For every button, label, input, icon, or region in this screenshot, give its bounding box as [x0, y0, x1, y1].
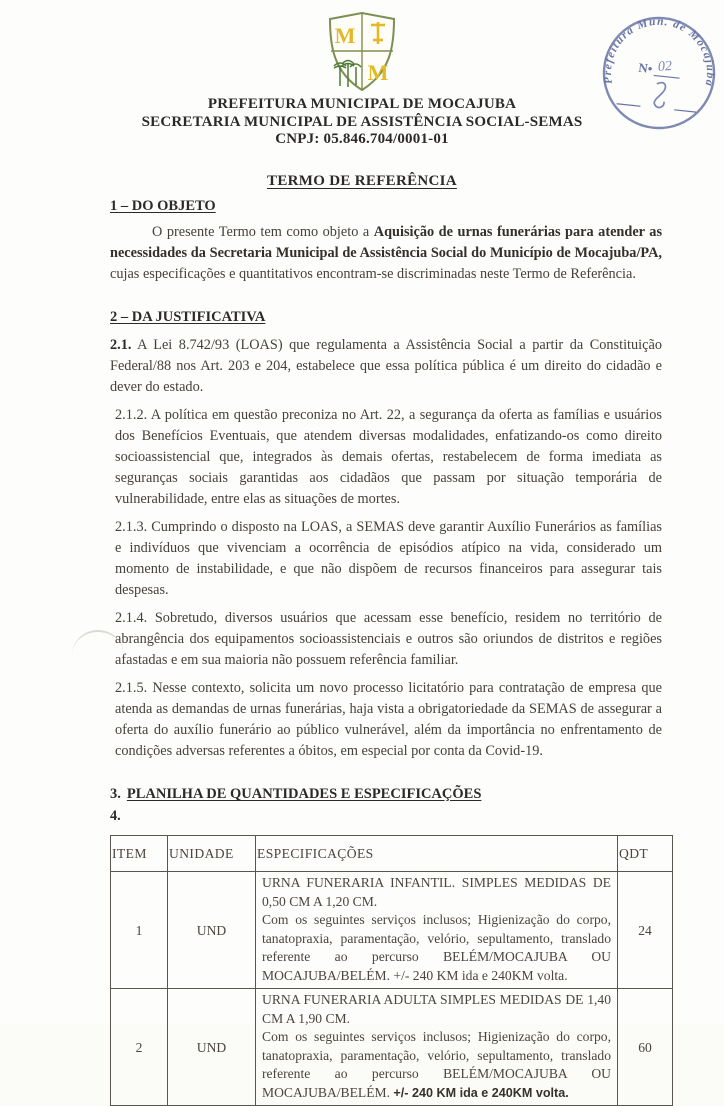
cell-item: 2	[111, 989, 168, 1106]
section-planilha	[110, 784, 662, 1106]
table-header-row	[111, 836, 673, 872]
spec-table	[110, 835, 673, 1106]
paragraph-number: 2.1.5.	[115, 680, 148, 696]
spec-title: URNA FUNERARIA INFANTIL. SIMPLES MEDIDAS DE 0,50 CM A 1,20 CM.	[262, 875, 611, 909]
crest-letter-m-top: M	[334, 23, 356, 48]
paragraph-2-1-2: 2.1.2. A política em questão preconiza no Art. 22, a segurança da oferta as famílias e usuários dos Benefícios Eventuais, que atendem diversas modalidades, enfatizando-os como direito socioassistencial que, integrados às demais ofertas, restabelecem de forma imediata as seguranças sociais garantidas aos cidadãos que passam por situação temporária de vulnerabilidade, entre elas as situações de mortes.	[115, 407, 662, 507]
col-header-especificacoes: ESPECIFICAÇÕES	[256, 836, 618, 872]
col-header-unidade: UNIDADE	[168, 836, 256, 872]
cell-item: 1	[111, 872, 168, 989]
cell-unit: UND	[168, 989, 256, 1106]
section-heading-objeto: 1 – DO OBJETO	[110, 198, 216, 214]
cell-spec	[256, 872, 618, 989]
section-heading-planilha	[110, 784, 662, 805]
objeto-paragraph	[110, 222, 662, 285]
section-objeto	[110, 196, 662, 285]
col-header-qdt: QDT	[618, 836, 673, 872]
document-header	[0, 96, 724, 190]
planilha-title: PLANILHA DE QUANTIDADES E ESPECIFICAÇÕES	[126, 786, 482, 802]
justificativa-paragraphs	[110, 335, 662, 762]
planilha-number: 3.	[110, 786, 121, 802]
objeto-text-tail: cujas especificações e quantitativos encontram-se discriminadas neste Termo de Referência.	[110, 266, 636, 282]
paragraph-number: 2.1.3.	[115, 519, 148, 535]
paragraph-number: 2.1.4.	[115, 610, 148, 626]
cell-unit: UND	[168, 872, 256, 989]
paragraph-number: 2.1.	[110, 337, 132, 353]
stamp-ring-text: Prefeitura Mun. de Mocajuba	[601, 15, 717, 89]
objeto-text-bold: Aquisição de urnas funerárias para atender as necessidades da Secretaria Municipal de Assistência Social do Município de Mocajuba/PA,	[110, 224, 663, 261]
spec-body: Com os seguintes serviços inclusos; Higienização do corpo, tanatopraxia, paramentação, velório, sepultamento, translado referente ao percurso BELÉM/MOCAJUBA OU MOCAJUBA/BELÉM. +/- 240 KM ida e 240KM volta.	[262, 912, 611, 983]
cell-qdt: 60	[618, 989, 673, 1106]
paragraph-2-1: 2.1. A Lei 8.742/93 (LOAS) que regulamenta a Assistência Social a partir da Constituição Federal/88 nos Art. 203 e 204, estabelece que essa política pública é um direito do cidadão e dever do estado.	[110, 337, 662, 395]
paragraph-number: 2.1.2.	[115, 407, 148, 423]
document-title: TERMO DE REFERÊNCIA	[267, 172, 457, 189]
col-header-item: ITEM	[111, 836, 168, 872]
table-row	[111, 872, 673, 989]
stamp-number-value: 02	[657, 58, 673, 75]
spec-title: URNA FUNERARIA ADULTA SIMPLES MEDIDAS DE 1,40 CM A 1,90 CM.	[262, 992, 611, 1026]
shield-icon	[323, 10, 401, 94]
cell-qdt: 24	[618, 872, 673, 989]
section-justificativa	[110, 307, 662, 762]
section-heading-justificativa: 2 – DA JUSTIFICATIVA	[110, 309, 266, 325]
document-body	[110, 196, 662, 1106]
objeto-text-normal: O presente Termo tem como objeto a	[152, 224, 374, 240]
org-name-line2: SECRETARIA MUNICIPAL DE ASSISTÊNCIA SOCIAL-SEMAS	[141, 113, 583, 130]
org-name-line1: PREFEITURA MUNICIPAL DE MOCAJUBA	[207, 96, 517, 112]
org-cnpj: CNPJ: 05.846.704/0001-01	[275, 131, 449, 147]
stamp-line-1	[654, 75, 680, 78]
spec-tail: +/- 240 KM ida e 240KM volta.	[393, 1085, 569, 1100]
spec-table-body	[111, 872, 673, 1106]
paragraph-2-1-4: 2.1.4. Sobretudo, diversos usuários que acessam esse benefício, residem no território de abrangência dos equipamentos socioassistenciais e outros são oriundos de distritos e regiões afastadas e em sua maioria não possuem referência familiar.	[115, 610, 662, 668]
planilha-sub-number: 4.	[110, 808, 121, 824]
spec-body: Com os seguintes serviços inclusos; Higienização do corpo, tanatopraxia, paramentação, velório, sepultamento, translado referente ao percurso BELÉM/MOCAJUBA OU MOCAJUBA/BELÉM. +/- 240 KM ida e 240KM volta.	[262, 1029, 611, 1100]
paragraph-2-1-5: 2.1.5. Nesse contexto, solicita um novo processo licitatório para contratação de empresa que atenda as demandas de urnas funerárias, haja vista a obrigatoriedade da SEMAS de assegurar a oferta do auxílio funerário ao público vulnerável, além da importância no enfrentamento de condições adversas referentes a óbitos, em especial por conta da Covid-19.	[115, 680, 662, 759]
crest-letter-m-bottom: M	[367, 60, 389, 85]
cell-spec	[256, 989, 618, 1106]
spec-tail: +/- 240 KM ida e 240KM volta.	[393, 967, 568, 983]
paragraph-2-1-3: 2.1.3. Cumprindo o disposto na LOAS, a SEMAS deve garantir Auxílio Funerários as famílias e indivíduos que vivenciam a ocorrência de episódios atípico na vida, considerado um momento de instabilidade, e que não dispõem de recursos financeiros para assegurar tais despesas.	[115, 519, 662, 598]
stamp-number-label: N•	[637, 59, 654, 77]
table-row	[111, 989, 673, 1106]
